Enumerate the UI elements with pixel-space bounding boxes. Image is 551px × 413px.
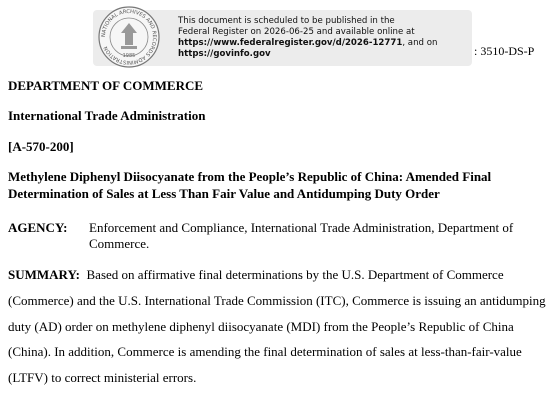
document-title-line-2: Determination of Sales at Less Than Fair Value and Antidumping Duty Order [8, 186, 440, 201]
agency-text: Enforcement and Compliance, International Trade Administration, Department of Commerce. [89, 220, 514, 251]
notice-line-1: This document is scheduled to be published in the [178, 16, 395, 26]
summary-paragraph [8, 262, 546, 391]
department-heading: DEPARTMENT OF COMMERCE [8, 78, 204, 93]
federal-register-link[interactable]: https://www.federalregister.gov/d/2026-12771 [178, 38, 403, 48]
summary-text: Based on affirmative final determinations by the U.S. Department of Commerce (Commerce) and the U.S. International Trade Commission (ITC), Commerce is issuing an antidumping duty (AD) order on methylene diphenyl diisocyanate (MDI) from the People’s Republic of China (China). In addition, Commerce is amending the final determination of sales at less-than-fair-value (LTFV) to correct ministerial errors. [8, 267, 546, 386]
agency-label: AGENCY: [8, 220, 68, 235]
svg-text:1985: 1985 [122, 53, 136, 59]
notice-line-2: Federal Register on 2026-06-25 and available online at [178, 27, 415, 37]
docket-number: [A-570-200] [8, 139, 74, 154]
agency-heading: International Trade Administration [8, 108, 206, 123]
national-archives-seal [97, 5, 161, 69]
notice-line-3-tail: , and on [402, 38, 438, 48]
summary-label: SUMMARY: [8, 267, 81, 282]
notice-line-3 [178, 38, 468, 49]
billing-code: : 3510-DS-P [474, 44, 535, 58]
svg-text:NATIONAL ARCHIVES AND RECORDS: NATIONAL ARCHIVES AND RECORDS ADMINISTRATION [100, 8, 158, 66]
govinfo-link[interactable]: https://govinfo.gov [178, 49, 271, 59]
publication-notice [178, 16, 468, 60]
document-title-line-1: Methylene Diphenyl Diisocyanate from the People’s Republic of China: Amended Final [8, 169, 492, 184]
